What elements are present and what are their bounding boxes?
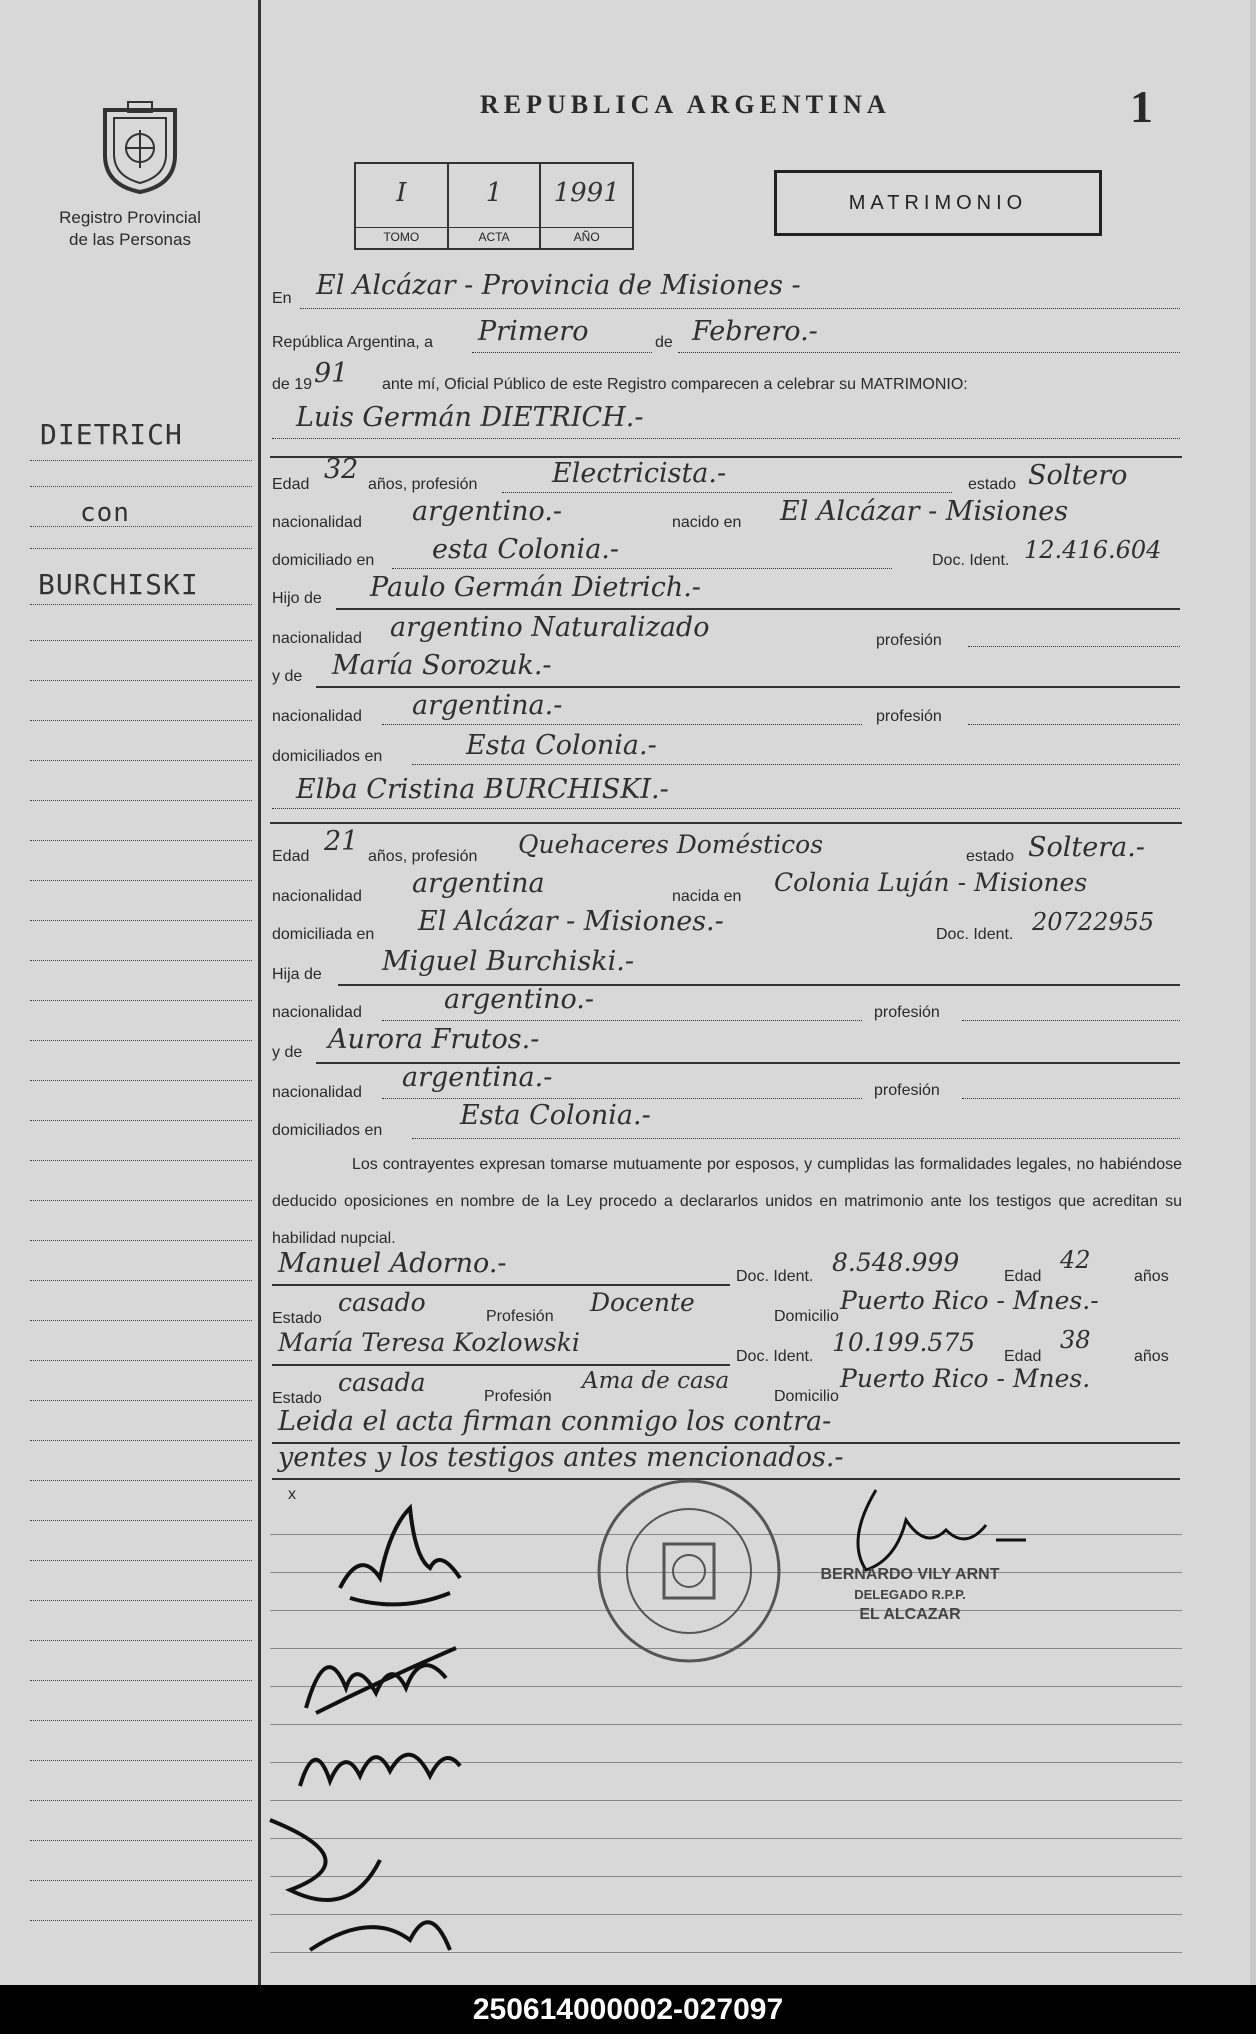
- profesion-label: profesión: [874, 1082, 940, 1099]
- intro-year-row: [272, 358, 1182, 400]
- nacionalidad-label: nacionalidad: [272, 708, 362, 725]
- bride-domicile-row: [272, 906, 1182, 948]
- witness2-estado: casada: [338, 1368, 426, 1397]
- month-value: Febrero.-: [692, 316, 818, 347]
- dotted-rule: [272, 438, 1180, 439]
- witness1-estado: casado: [338, 1288, 426, 1317]
- margin-rule: [30, 1720, 252, 1721]
- yde-label: y de: [272, 668, 303, 685]
- closing-note-line1: Leida el acta firman conmigo los contra-: [278, 1406, 832, 1437]
- dotted-rule: [272, 808, 1180, 809]
- bride-parents-domicile: Esta Colonia.-: [460, 1100, 651, 1131]
- tomo-value: I: [396, 178, 407, 208]
- estado-label: Estado: [272, 1310, 322, 1327]
- domiciliado-label: domiciliado en: [272, 552, 375, 569]
- signature-bride: [296, 1618, 466, 1728]
- dotted-rule: [968, 646, 1180, 647]
- signature-witness1: [290, 1726, 470, 1806]
- anos-profesion-label: años, profesión: [368, 848, 478, 865]
- nacionalidad-label: nacionalidad: [272, 514, 362, 531]
- margin-rule: [30, 1240, 252, 1241]
- rule: [272, 1364, 730, 1366]
- rule: [316, 686, 1180, 688]
- domicilio-label: Domicilio: [774, 1388, 839, 1405]
- witness1-age: 42: [1060, 1246, 1091, 1274]
- bride-age: 21: [324, 826, 359, 857]
- groom-nationality: argentino.-: [412, 496, 563, 527]
- nacionalidad-label: nacionalidad: [272, 1084, 362, 1101]
- nacida-label: nacida en: [672, 888, 742, 905]
- doc-label: Doc. Ident.: [736, 1348, 814, 1365]
- estado-label: estado: [968, 476, 1017, 493]
- margin-rule: [30, 1000, 252, 1001]
- yde-label: y de: [272, 1044, 303, 1061]
- margin-rule: [30, 1920, 252, 1921]
- margin-rule: [30, 920, 252, 921]
- profesion-label: profesión: [874, 1004, 940, 1021]
- bride-estado: Soltera.-: [1028, 832, 1145, 863]
- dotted-rule: [382, 724, 862, 725]
- de-label: de: [655, 334, 673, 351]
- anos-label: años: [1134, 1348, 1169, 1365]
- margin-rule: [30, 1040, 252, 1041]
- groom-estado: Soltero: [1028, 460, 1128, 491]
- provincial-seal-icon: [90, 100, 190, 195]
- bride-mother-row: [272, 1024, 1182, 1066]
- bride-nationality: argentina: [412, 868, 545, 899]
- section-divider: [270, 822, 1182, 824]
- margin-rule: [30, 1440, 252, 1441]
- groom-father-row: [272, 572, 1182, 614]
- margin-rule: [30, 1760, 252, 1761]
- bride-profession: Quehaceres Domésticos: [518, 830, 824, 859]
- tomo-cell: [356, 164, 449, 248]
- groom-mother: María Sorozuk.-: [332, 650, 552, 681]
- registry-name: [30, 207, 230, 251]
- estado-label: estado: [966, 848, 1015, 865]
- witness2-name: María Teresa Kozlowski: [278, 1328, 580, 1357]
- profesion-label: profesión: [876, 708, 942, 725]
- margin-rule: [30, 1320, 252, 1321]
- margin-rule: [30, 1680, 252, 1681]
- year-value: 91: [314, 358, 349, 389]
- signature-x-mark: x: [288, 1486, 296, 1503]
- bride-age-row: [272, 826, 1182, 872]
- place-value: El Alcázar - Provincia de Misiones -: [316, 270, 801, 301]
- nacionalidad-label: nacionalidad: [272, 1004, 362, 1021]
- bride-father-row: [272, 946, 1182, 988]
- margin-rule: [30, 1360, 252, 1361]
- groom-mother-nationality-row: [272, 690, 1182, 732]
- domicilio-label: Domicilio: [774, 1308, 839, 1325]
- groom-profession: Electricista.-: [552, 458, 727, 489]
- edad-label: Edad: [1004, 1268, 1042, 1285]
- margin-rule: [30, 1600, 252, 1601]
- bride-mother-nationality-row: [272, 1062, 1182, 1104]
- intro-date-row: [272, 316, 1182, 356]
- domiciliados-label: domiciliados en: [272, 1122, 383, 1139]
- margin-rule: [30, 460, 252, 461]
- bride-father: Miguel Burchiski.-: [382, 946, 634, 977]
- margin-rule: [30, 680, 252, 681]
- page-title: REPUBLICA ARGENTINA: [480, 90, 891, 119]
- en-label: En: [272, 290, 292, 307]
- official-place: EL ALCAZAR: [859, 1606, 961, 1623]
- anos-label: años: [1134, 1268, 1169, 1285]
- witness1-profession: Docente: [590, 1288, 695, 1317]
- acta-label: ACTA: [449, 227, 540, 244]
- registry-stamp: [594, 1476, 784, 1666]
- dotted-rule: [300, 308, 1180, 309]
- profesion-label: Profesión: [486, 1308, 554, 1325]
- witness1-doc: 8.548.999: [832, 1248, 960, 1277]
- margin-rule: [30, 1200, 252, 1201]
- ano-label: AÑO: [541, 227, 632, 244]
- margin-rule: [30, 840, 252, 841]
- doc-label: Doc. Ident.: [736, 1268, 814, 1285]
- acta-value: 1: [485, 178, 503, 208]
- groom-father-nationality-row: [272, 612, 1182, 654]
- doc-label: Doc. Ident.: [932, 552, 1010, 569]
- ano-cell: [541, 164, 632, 248]
- groom-name-row: [272, 402, 1182, 442]
- de19-label: de 19: [272, 376, 313, 393]
- declaration-text: Los contrayentes expresan tomarse mutuamente por esposos, y cumplidas las formalidades legales, no habiéndose deducido oposiciones en nombre de la Ley procedo a declararlos unidos en matrimonio ante los testigos que acreditan su habilidad nupcial.: [272, 1156, 1182, 1247]
- margin-rule: [30, 1520, 252, 1521]
- declaration-paragraph: [272, 1146, 1182, 1257]
- groom-age-row: [272, 454, 1182, 500]
- rule: [272, 1284, 730, 1286]
- tomo-label: TOMO: [356, 227, 447, 244]
- bride-birthplace: Colonia Luján - Misiones: [774, 868, 1088, 897]
- margin-rule: [30, 1640, 252, 1641]
- witness2-details-row: [272, 1364, 1182, 1410]
- bride-nationality-row: [272, 868, 1182, 910]
- dotted-rule: [968, 724, 1180, 725]
- groom-mother-row: [272, 650, 1182, 692]
- margin-con: con: [80, 498, 130, 528]
- domiciliada-label: domiciliada en: [272, 926, 375, 943]
- registry-name-line1: Registro Provincial: [59, 208, 201, 227]
- republica-label: República Argentina, a: [272, 334, 433, 351]
- acta-cell: [449, 164, 542, 248]
- margin-rule: [30, 1560, 252, 1561]
- official-name: BERNARDO VILY ARNT: [820, 1566, 1000, 1583]
- margin-rule: [30, 960, 252, 961]
- acta-box: [354, 162, 634, 250]
- margin-rule: [30, 760, 252, 761]
- dotted-rule: [412, 764, 1180, 765]
- day-value: Primero: [478, 316, 589, 347]
- edad-label: Edad: [272, 848, 310, 865]
- dotted-rule: [962, 1020, 1180, 1021]
- nacido-label: nacido en: [672, 514, 742, 531]
- dotted-rule: [472, 352, 652, 353]
- closing-note-line2: yentes y los testigos antes mencionados.-: [278, 1442, 844, 1473]
- groom-domicile-row: [272, 534, 1182, 576]
- groom-father: Paulo Germán Dietrich.-: [370, 572, 701, 603]
- bride-mother: Aurora Frutos.-: [328, 1024, 540, 1055]
- doc-label: Doc. Ident.: [936, 926, 1014, 943]
- witness2-profession: Ama de casa: [582, 1368, 730, 1394]
- groom-doc: 12.416.604: [1024, 536, 1162, 564]
- witness1-name: Manuel Adorno.-: [278, 1248, 507, 1279]
- page-number: 1: [1130, 81, 1153, 132]
- margin-rule: [30, 640, 252, 641]
- groom-father-nationality: argentino Naturalizado: [390, 612, 710, 643]
- nacionalidad-label: nacionalidad: [272, 888, 362, 905]
- dotted-rule: [412, 1138, 1180, 1139]
- registry-name-line2: de las Personas: [69, 230, 191, 249]
- margin-rule: [30, 1800, 252, 1801]
- groom-age: 32: [324, 454, 359, 485]
- intro-place-row: [272, 270, 1182, 312]
- margin-groom-surname: DIETRICH: [40, 418, 183, 451]
- domiciliados-label: domiciliados en: [272, 748, 383, 765]
- signature-groom: [320, 1488, 470, 1618]
- bride-doc: 20722955: [1032, 908, 1155, 936]
- signature-witness2: [250, 1800, 470, 1970]
- margin-rule: [30, 800, 252, 801]
- official-title: DELEGADO R.P.P.: [854, 1587, 966, 1602]
- dotted-rule: [502, 492, 952, 493]
- anos-profesion-label: años, profesión: [368, 476, 478, 493]
- bride-father-nationality: argentino.-: [444, 984, 595, 1015]
- nacionalidad-label: nacionalidad: [272, 630, 362, 647]
- bride-name-row: [272, 774, 1182, 814]
- bride-parents-domicile-row: [272, 1100, 1182, 1144]
- margin-rule: [30, 1400, 252, 1401]
- witness2-domicile: Puerto Rico - Mnes.: [840, 1364, 1091, 1393]
- profesion-label: Profesión: [484, 1388, 552, 1405]
- margin-rule: [30, 1840, 252, 1841]
- margin-rule: [30, 1880, 252, 1881]
- groom-domicile: esta Colonia.-: [432, 534, 619, 565]
- official-block: [790, 1565, 1030, 1625]
- margin-rule: [30, 1480, 252, 1481]
- document-type-box: MATRIMONIO: [774, 170, 1102, 236]
- edad-label: Edad: [272, 476, 310, 493]
- witness1-domicile: Puerto Rico - Mnes.-: [840, 1286, 1099, 1315]
- estado-label: Estado: [272, 1390, 322, 1407]
- margin-rule: [30, 720, 252, 721]
- margin-rule: [30, 526, 252, 527]
- witness1-row: [272, 1246, 1182, 1290]
- bride-domicile: El Alcázar - Misiones.-: [418, 906, 724, 937]
- dotted-rule: [382, 1020, 862, 1021]
- groom-birthplace: El Alcázar - Misiones: [780, 496, 1069, 527]
- margin-rule: [30, 880, 252, 881]
- bride-father-nationality-row: [272, 984, 1182, 1026]
- hijo-label: Hijo de: [272, 590, 322, 607]
- groom-mother-nationality: argentina.-: [412, 690, 563, 721]
- groom-parents-domicile: Esta Colonia.-: [466, 730, 657, 761]
- hija-label: Hija de: [272, 966, 322, 983]
- edad-label: Edad: [1004, 1348, 1042, 1365]
- margin-rule: [30, 486, 252, 487]
- dotted-rule: [962, 1098, 1180, 1099]
- margin-rule: [30, 1080, 252, 1081]
- margin-rule: [30, 548, 252, 549]
- groom-name: Luis Germán DIETRICH.-: [296, 402, 644, 433]
- witness2-doc: 10.199.575: [832, 1328, 976, 1357]
- witness2-age: 38: [1060, 1326, 1091, 1354]
- dotted-rule: [678, 352, 1180, 353]
- ano-value: 1991: [553, 178, 620, 208]
- margin-rule: [30, 1280, 252, 1281]
- groom-nationality-row: [272, 496, 1182, 538]
- rule: [336, 608, 1180, 610]
- dotted-rule: [392, 568, 892, 569]
- margin-rule: [30, 604, 252, 605]
- document-id: 250614000002-027097: [472, 1993, 784, 2026]
- margin-rule: [30, 1160, 252, 1161]
- ante-text: ante mí, Oficial Público de este Registro comparecen a celebrar su MATRIMONIO:: [382, 376, 968, 393]
- bride-name: Elba Cristina BURCHISKI.-: [296, 774, 669, 805]
- profesion-label: profesión: [876, 632, 942, 649]
- margin-bride-surname: BURCHISKI: [38, 568, 199, 601]
- dotted-rule: [382, 1098, 862, 1099]
- margin-column: [0, 0, 261, 1985]
- groom-parents-domicile-row: [272, 730, 1182, 772]
- witness1-details-row: [272, 1286, 1182, 1330]
- bride-mother-nationality: argentina.-: [402, 1062, 553, 1093]
- margin-rule: [30, 1120, 252, 1121]
